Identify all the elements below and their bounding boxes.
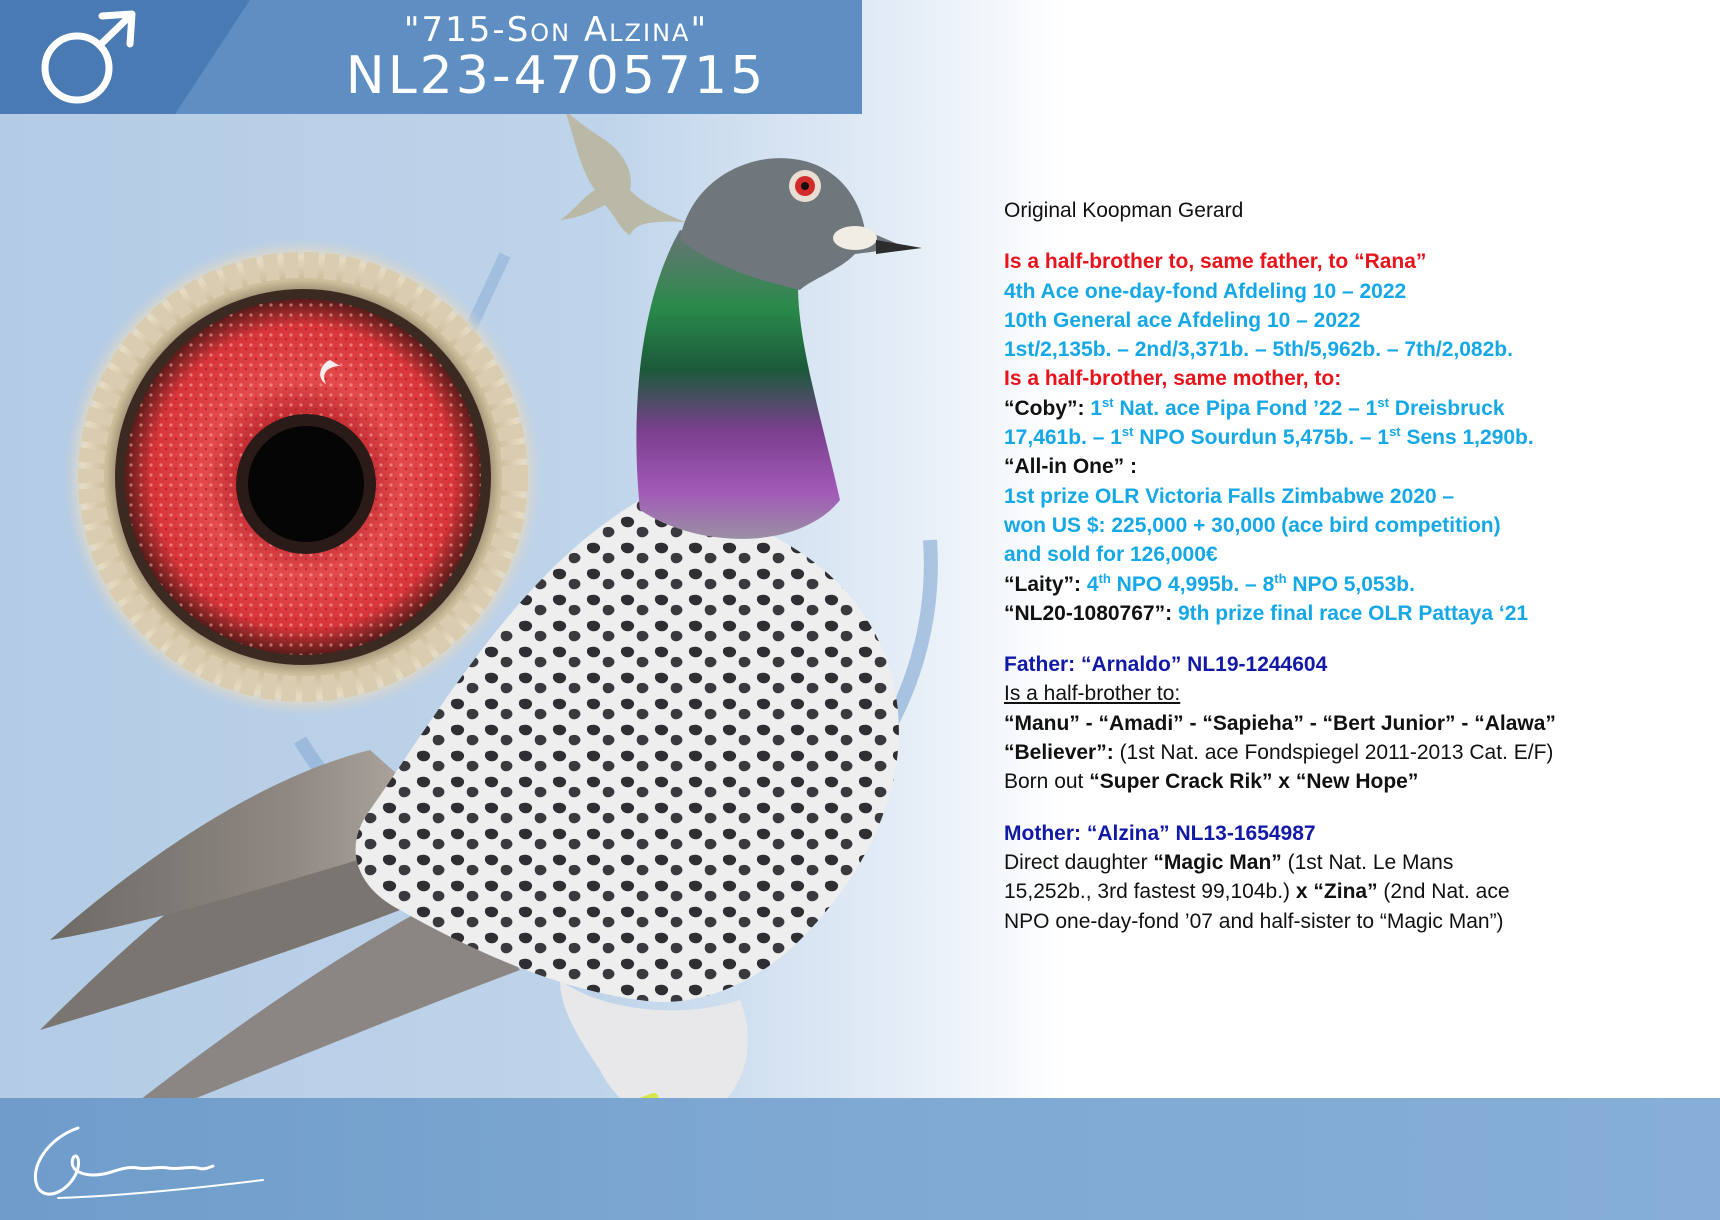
allin-result-3: and sold for 126,000€ (1004, 543, 1218, 567)
coby-suffix-2b: st (1389, 424, 1401, 440)
rana-result-3: 1st/2,135b. – 2nd/3,371b. – 5th/5,962b. – 7th/2,082b. (1004, 338, 1513, 362)
coby-name: “Coby”: (1004, 396, 1085, 420)
laity-rank-suffix: th (1098, 570, 1111, 586)
laity-rank: 4 (1086, 572, 1099, 596)
rana-result-2: 10th General ace Afdeling 10 – 2022 (1004, 308, 1361, 332)
coby-rank-suffix: st (1102, 394, 1114, 410)
coby-race: Nat. ace Pipa Fond ’22 – 1 (1119, 396, 1378, 420)
koopman-signature (18, 1118, 278, 1208)
nl20-line (1004, 599, 1704, 628)
allin-result-1: 1st prize OLR Victoria Falls Zimbabwe 2020 – (1004, 484, 1455, 508)
half-brother-mother-heading: Is a half-brother, same mother, to: (1004, 367, 1342, 391)
nl20-name: “NL20-1080767”: (1004, 601, 1173, 625)
believer-result: (1st Nat. ace Fondspiegel 2011-2013 Cat. E/F) (1119, 741, 1554, 765)
mother-line-2 (1004, 877, 1704, 906)
mother-heading: Mother: “Alzina” NL13-1654987 (1004, 821, 1316, 845)
pedigree-text (1004, 196, 1704, 936)
nl20-result: 9th prize final race OLR Pattaya ‘21 (1177, 601, 1529, 625)
mother-line-3: NPO one-day-fond ’07 and half-sister to “Magic Man”) (1004, 909, 1504, 933)
coby-result-2a: 17,461b. – 1 (1004, 426, 1122, 450)
laity-result (1086, 570, 1415, 596)
coby-suffix-2a: st (1121, 424, 1134, 440)
father-heading: Father: “Arnaldo” NL19-1244604 (1004, 653, 1328, 677)
mother-2-zina: x “Zina” (1295, 880, 1378, 904)
born-out-prefix: Born out (1004, 770, 1084, 794)
coby-race-2: Dreisbruck (1394, 396, 1505, 420)
believer-name: “Believer”: (1004, 741, 1114, 765)
laity-race: NPO 4,995b. – 8 (1116, 572, 1275, 596)
father-half-brother: Is a half-brother to: (1004, 682, 1181, 706)
male-symbol-icon (32, 6, 142, 110)
laity-line (1004, 570, 1704, 599)
allin-result-2: won US $: 225,000 + 30,000 (ace bird competition) (1004, 513, 1501, 537)
allin-name: “All-in One” : (1004, 455, 1137, 479)
mother-1-rest: (1st Nat. Le Mans (1287, 850, 1454, 874)
rana-result-1: 4th Ace one-day-fond Afdeling 10 – 2022 (1004, 279, 1407, 303)
coby-rank: 1 (1090, 396, 1103, 420)
born-out-line (1004, 767, 1704, 796)
coby-result-2b: NPO Sourdun 5,475b. – 1 (1139, 426, 1390, 450)
mother-1-magic: “Magic Man” (1153, 850, 1282, 874)
born-out-parents: “Super Crack Rik” x “New Hope” (1089, 770, 1419, 794)
laity-race-2: NPO 5,053b. (1292, 572, 1415, 596)
coby-result-1 (1090, 394, 1505, 420)
mother-2-rest: (2nd Nat. ace (1383, 880, 1510, 904)
coby-rank-suffix-2: st (1377, 394, 1389, 410)
origin-line: Original Koopman Gerard (1004, 199, 1244, 222)
half-brother-father-heading: Is a half-brother to, same father, to “Rana” (1004, 250, 1427, 274)
coby-line-1 (1004, 394, 1704, 423)
mother-1-prefix: Direct daughter (1004, 850, 1148, 874)
pigeon-image (40, 150, 980, 1160)
mother-line-1 (1004, 848, 1704, 877)
ring-number: NL23-4705715 (345, 46, 767, 106)
title-header (0, 0, 862, 114)
laity-rank-suffix-2: th (1274, 570, 1287, 586)
pigeon-name: "715-Son Alzina" (403, 10, 709, 50)
coby-line-2 (1004, 423, 1704, 452)
father-siblings: “Manu” - “Amadi” - “Sapieha” - “Bert Junior” - “Alawa” (1004, 711, 1556, 735)
mother-2-prefix: 15,252b., 3rd fastest 99,104b.) (1004, 880, 1291, 904)
laity-name: “Laity”: (1004, 572, 1082, 596)
believer-line (1004, 738, 1704, 767)
coby-result-2c: Sens 1,290b. (1406, 426, 1534, 450)
